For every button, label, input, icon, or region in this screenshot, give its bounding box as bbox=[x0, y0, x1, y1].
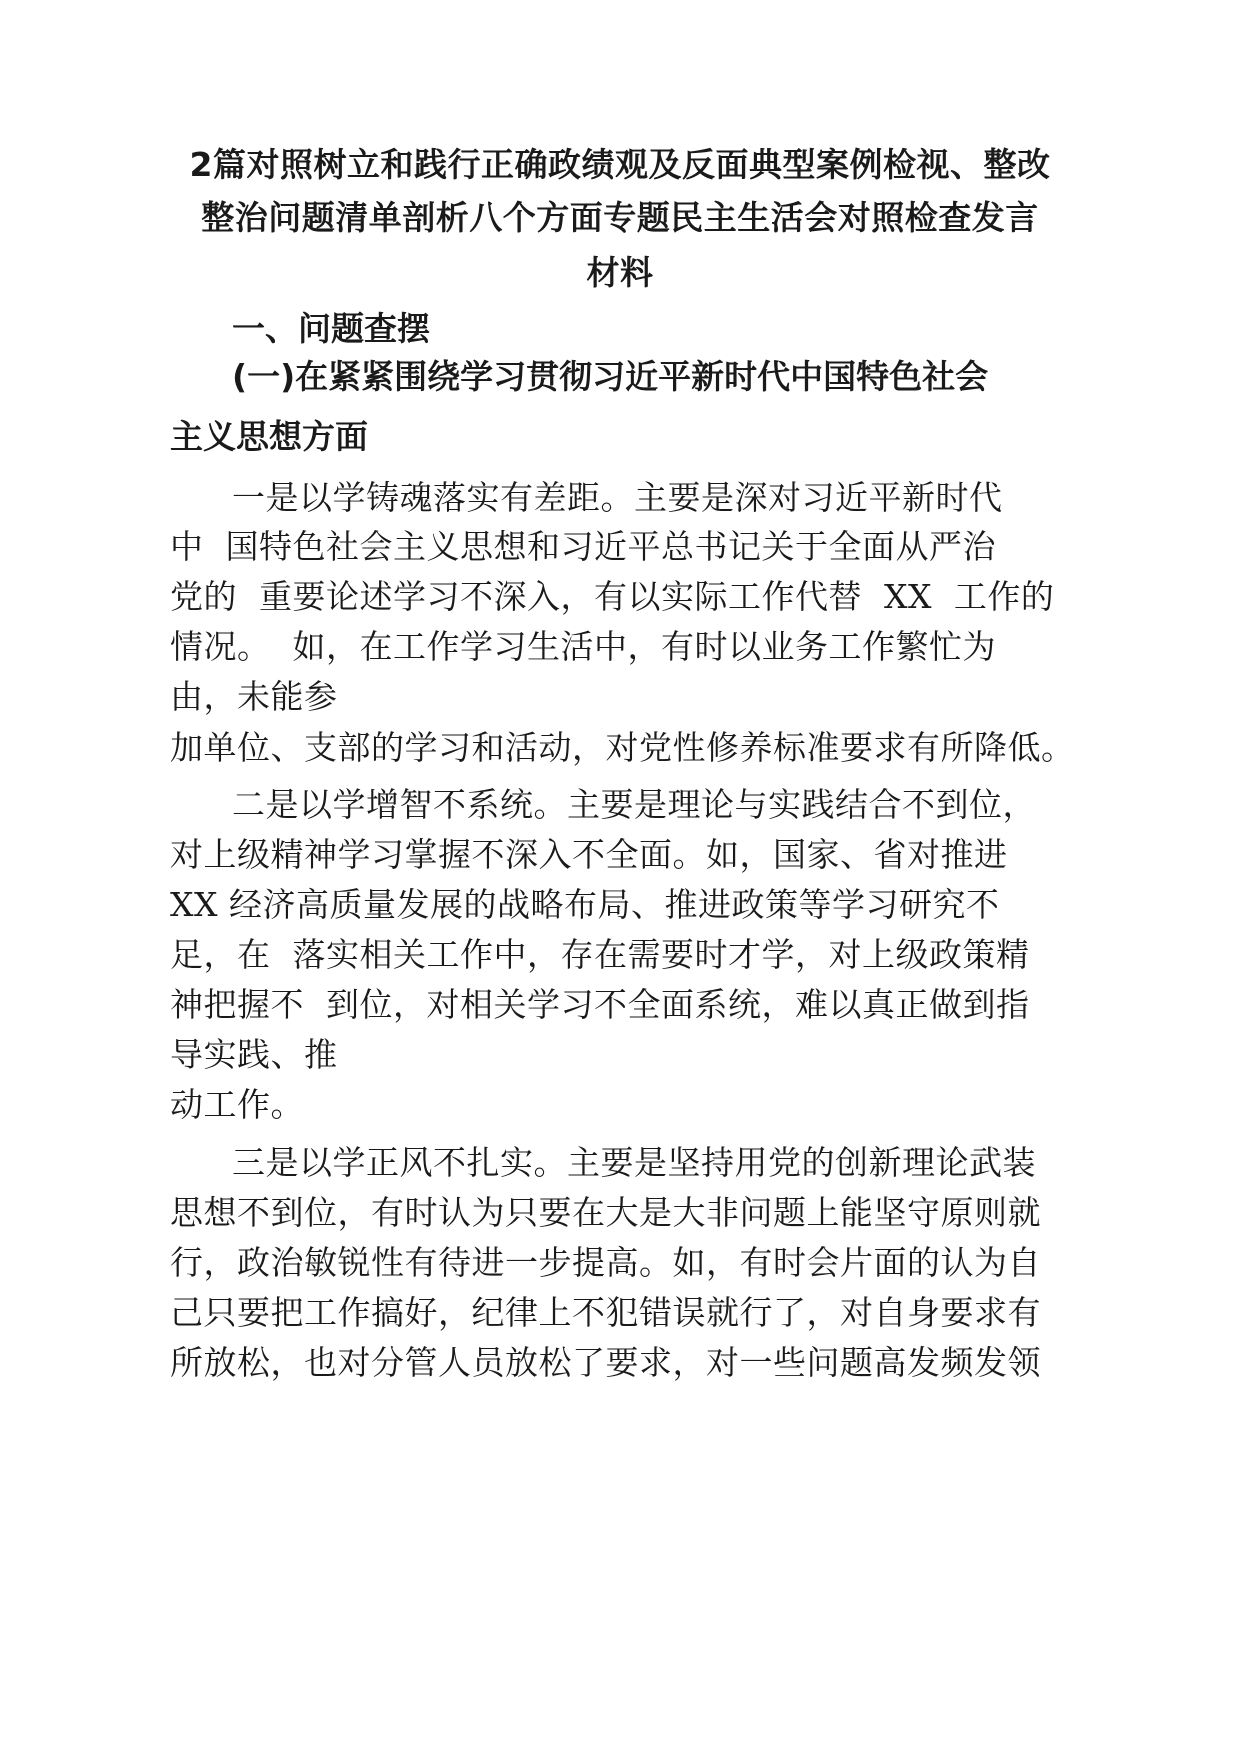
paragraph-2-line-5: 神把握不 到位，对相关学习不全面系统，难以真正做到指 bbox=[170, 985, 1030, 1024]
paragraph-3-line-3: 行，政治敏锐性有待进一步提高。如，有时会片面的认为自 bbox=[170, 1243, 1041, 1282]
paragraph-2-line-2: 对上级精神学习掌握不深入不全面。如，国家、省对推进 bbox=[170, 835, 1008, 874]
section-heading: 一、问题查摆 bbox=[232, 309, 430, 348]
paragraph-1-line-6: 加单位、支部的学习和活动，对党性修养标准要求有所降低。 bbox=[170, 728, 1075, 767]
paragraph-3-line-1: 三是以学正风不扎实。主要是坚持用党的创新理论武装 bbox=[232, 1143, 1036, 1182]
paragraph-2-line-3: XX 经济高质量发展的战略布局、推进政策等学习研究不 bbox=[170, 885, 1000, 924]
paragraph-3-line-2: 思想不到位，有时认为只要在大是大非问题上能坚守原则就 bbox=[170, 1193, 1041, 1232]
paragraph-1-line-1: 一是以学铸魂落实有差距。主要是深对习近平新时代 bbox=[232, 478, 1003, 517]
paragraph-1-line-4: 情况。 如，在工作学习生活中，有时以业务工作繁忙为 bbox=[170, 627, 996, 666]
paragraph-2-line-7: 动工作。 bbox=[170, 1085, 304, 1124]
paragraph-2-line-4: 足，在 落实相关工作中，存在需要时才学，对上级政策精 bbox=[170, 935, 1030, 974]
paragraph-1-line-5: 由，未能参 bbox=[170, 677, 338, 716]
document-title-line-2: 整治问题清单剖析八个方面专题民主生活会对照检查发言 bbox=[201, 198, 1039, 237]
paragraph-2-line-6: 导实践、推 bbox=[170, 1035, 338, 1074]
subsection-heading-line-1: (一)在紧紧围绕学习贯彻习近平新时代中国特色社会 bbox=[232, 357, 989, 396]
subsection-heading-line-2: 主义思想方面 bbox=[170, 417, 368, 456]
paragraph-2-line-1: 二是以学增智不系统。主要是理论与实践结合不到位， bbox=[232, 785, 1036, 824]
paragraph-3-line-5: 所放松，也对分管人员放松了要求，对一些问题高发频发领 bbox=[170, 1343, 1041, 1382]
paragraph-1-line-3: 党的 重要论述学习不深入，有以实际工作代替 XX 工作的 bbox=[170, 577, 1055, 616]
paragraph-1-line-2: 中 国特色社会主义思想和习近平总书记关于全面从严治 bbox=[170, 527, 996, 566]
document-title-line-3: 材料 bbox=[586, 253, 654, 292]
document-title-line-1: 2篇对照树立和践行正确政绩观及反面典型案例检视、整改 bbox=[189, 145, 1051, 184]
paragraph-3-line-4: 己只要把工作搞好，纪律上不犯错误就行了，对自身要求有 bbox=[170, 1293, 1041, 1332]
